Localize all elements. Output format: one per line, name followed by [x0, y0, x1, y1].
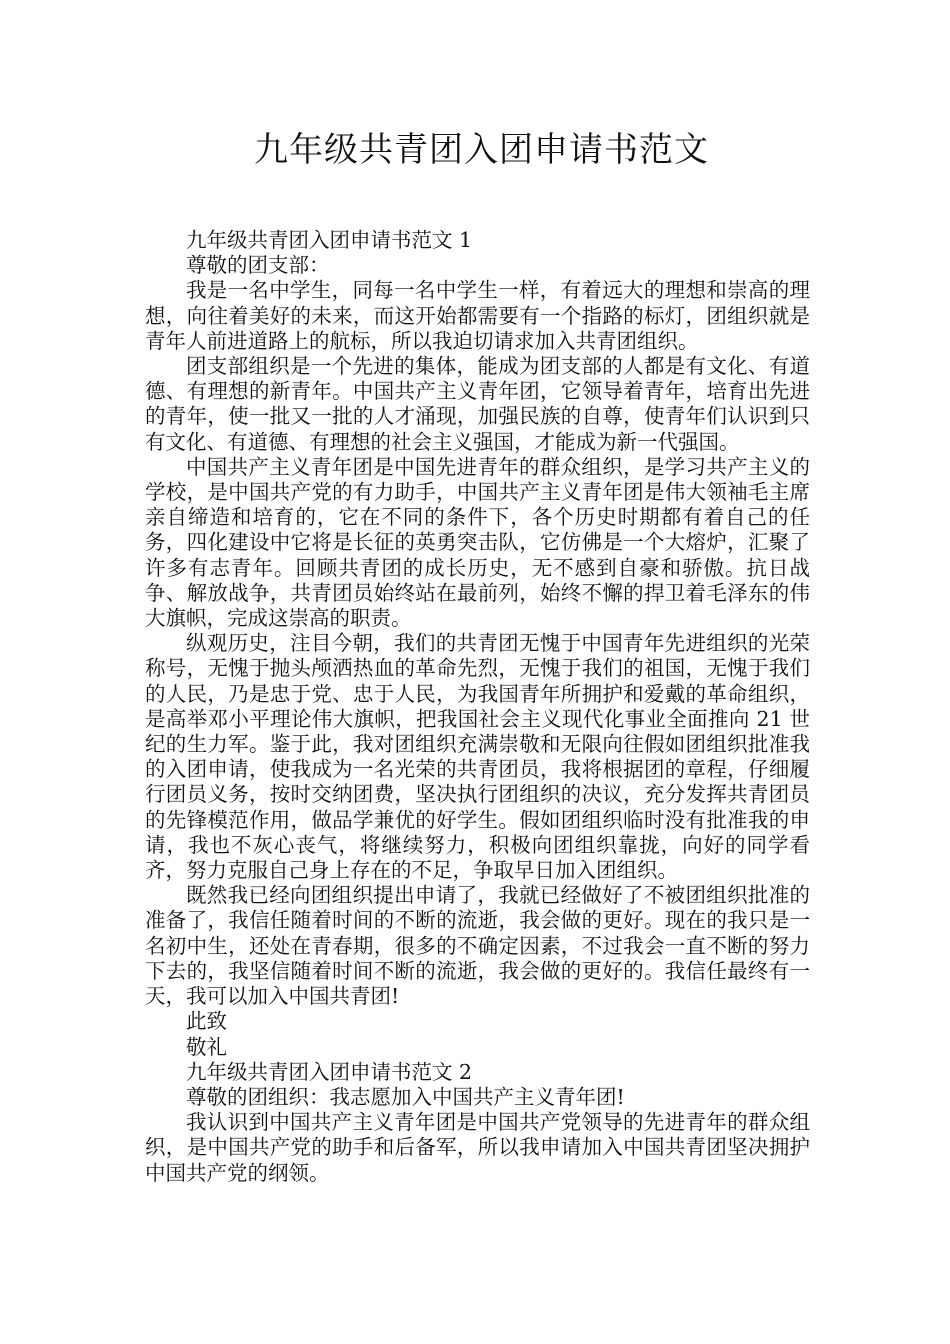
salutation-1: 尊敬的团支部：: [186, 253, 330, 278]
closing-regards: 敬礼: [186, 1034, 227, 1059]
closing-line: 此致: [186, 1009, 227, 1034]
body-paragraph: 团支部组织是一个先进的集体，能成为团支部的人都是有文化、有道德、有理想的新青年。中国共产主义青年团，它领导着青年，培育出先进的青年，使一批又一批的人才涌现，加强民族的自尊，使青年们认识到只有文化、有道德、有理想的社会主义强国，才能成为新一代强国。: [145, 354, 810, 454]
document-title: 九年级共青团入团申请书范文: [254, 130, 709, 170]
section-heading-2: 九年级共青团入团申请书范文 2: [186, 1059, 473, 1084]
document-body: [145, 228, 810, 1186]
body-paragraph: 既然我已经向团组织提出申请了，我就已经做好了不被团组织批准的准备了，我信任随着时间的不断的流逝，我会做的更好。现在的我只是一名初中生，还处在青春期，很多的不确定因素，不过我会一直不断的努力下去的，我坚信随着时间不断的流逝，我会做的更好的。我信任最终有一天，我可以加入中国共青团!: [145, 883, 810, 1009]
body-paragraph: 中国共产主义青年团是中国先进青年的群众组织，是学习共产主义的学校，是中国共产党的有力助手，中国共产主义青年团是伟大领袖毛主席亲自缔造和培育的，它在不同的条件下，各个历史时期都有着自己的任务，四化建设中它将是长征的英勇突击队，它仿佛是一个大熔炉，汇聚了许多有志青年。回顾共青团的成长历史，无不感到自豪和骄傲。抗日战争、解放战争，共青团员始终站在最前列，始终不懈的捍卫着毛泽东的伟大旗帜，完成这崇高的职责。: [145, 454, 810, 631]
document-page: [145, 128, 810, 1186]
body-paragraph: 我认识到中国共产主义青年团是中国共产党领导的先进青年的群众组织，是中国共产党的助手和后备军，所以我申请加入中国共青团坚决拥护中国共产党的纲领。: [145, 1110, 810, 1185]
body-paragraph: 纵观历史，注目今朝，我们的共青团无愧于中国青年先进组织的光荣称号，无愧于抛头颅洒热血的革命先烈，无愧于我们的祖国，无愧于我们的人民，乃是忠于党、忠于人民，为我国青年所拥护和爱戴的革命组织，是高举邓小平理论伟大旗帜，把我国社会主义现代化事业全面推向 21 世纪的生力军。鉴于此，我对团组织充满崇敬和无限向往假如团组织批准我的入团申请，使我成为一名光荣的共青团员，我将根据团的章程，仔细履行团员义务，按时交纳团费，坚决执行团组织的决议，充分发挥共青团员的先锋模范作用，做品学兼优的好学生。假如团组织临时没有批准我的申请，我也不灰心丧气，将继续努力，积极向团组织靠拢，向好的同学看齐，努力克服自己身上存在的不足，争取早日加入团组织。: [145, 631, 810, 883]
salutation-2: 尊敬的团组织：我志愿加入中国共产主义青年团!: [186, 1084, 625, 1109]
section-heading-1: 九年级共青团入团申请书范文 1: [186, 228, 473, 252]
body-paragraph: 我是一名中学生，同每一名中学生一样，有着远大的理想和崇高的理想，向往着美好的未来，而这开始都需要有一个指路的标灯，团组织就是青年人前进道路上的航标，所以我迫切请求加入共青团组织。: [145, 278, 810, 353]
